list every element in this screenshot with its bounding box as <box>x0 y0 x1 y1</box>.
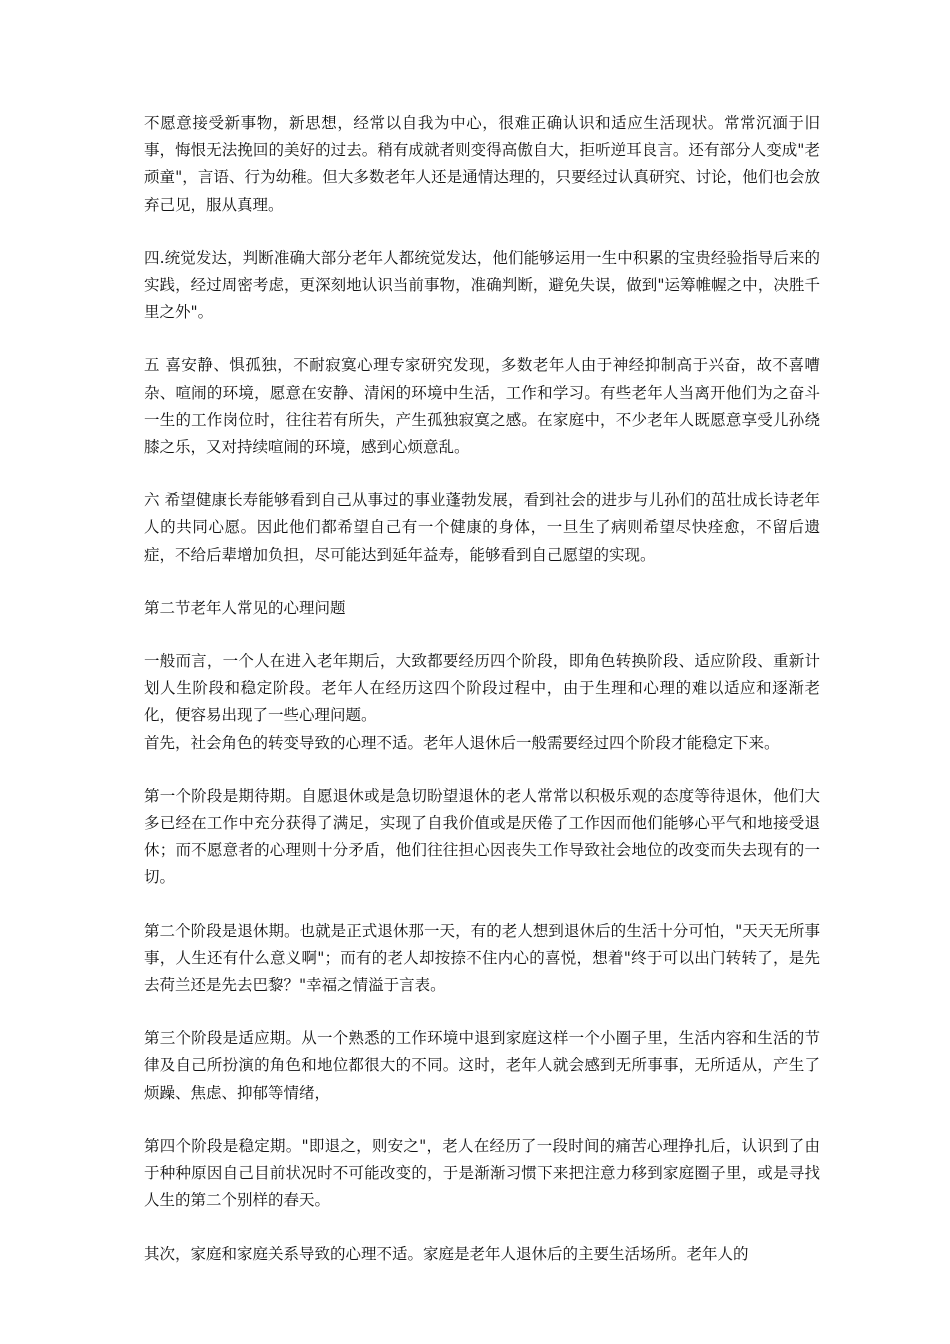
paragraph-stage-three: 第三个阶段是适应期。从一个熟悉的工作环境中退到家庭这样一个小圈子里，生活内容和生活的节律及自己所扮演的角色和地位都很大的不同。这时，老年人就会感到无所事事，无所适从，产生了烦躁、焦虑、抑郁等情绪， <box>144 1029 820 1102</box>
paragraph-four-stages-intro: 一般而言，一个人在进入老年期后，大致都要经历四个阶段，即角色转换阶段、适应阶段、重新计划人生阶段和稳定阶段。老年人在经历这四个阶段过程中，由于生理和心理的难以适应和逐渐老化，便容易出现了一些心理问题。 <box>144 652 820 725</box>
paragraph-family: 其次，家庭和家庭关系导致的心理不适。家庭是老年人退休后的主要生活场所。老年人的 <box>144 1244 749 1263</box>
paragraph-stage-two: 第二个阶段是退休期。也就是正式退休那一天，有的老人想到退休后的生活十分可怕，"天天无所事事，人生还有什么意义啊"；而有的老人却按捺不住内心的喜悦，想着"终于可以出门转转了，是先去荷兰还是先去巴黎？"幸福之情溢于言表。 <box>144 921 820 995</box>
paragraph-stage-four: 第四个阶段是稳定期。"即退之，则安之"，老人在经历了一段时间的痛苦心理挣扎后，认识到了由于种种原因自己目前状况时不可能改变的，于是渐渐习惯下来把注意力移到家庭圈子里，或是寻找人生的第二个别样的春天。 <box>144 1136 820 1210</box>
section-heading: 第二节老年人常见的心理问题 <box>144 598 346 617</box>
paragraph-personality-changes: 不愿意接受新事物，新思想，经常以自我为中心，很难正确认识和适应生活现状。常常沉湎于旧事，悔恨无法挽回的美好的过去。稍有成就者则变得高傲自大，拒听逆耳良言。还有部分人变成"老顽童"，言语、行为幼稚。但大多数老年人还是通情达理的，只要经过认真研究、讨论，他们也会放弃己见，服从真理。 <box>144 114 820 214</box>
document-page <box>144 110 820 1294</box>
paragraph-stage-one: 第一个阶段是期待期。自愿退休或是急切盼望退休的老人常常以积极乐观的态度等待退休，他们大多已经在工作中充分获得了满足，实现了自我价值或是厌倦了工作因而他们能够心平气和地接受退休；而不愿意者的心理则十分矛盾，他们往往担心因丧失工作导致社会地位的改变而失去现有的一切。 <box>144 786 820 887</box>
paragraph-perception: 四.统觉发达，判断准确大部分老年人都统觉发达，他们能够运用一生中积累的宝贵经验指导后来的实践，经过周密考虑，更深刻地认识当前事物，准确判断，避免失误，做到"运筹帷幄之中，决胜千里之外"。 <box>144 248 820 322</box>
paragraph-quietness: 五 喜安静、惧孤独，不耐寂寞心理专家研究发现，多数老年人由于神经抑制高于兴奋，故不喜嘈杂、喧闹的环境，愿意在安静、清闲的环境中生活，工作和学习。有些老年人当离开他们为之奋斗一生的工作岗位时，往往若有所失，产生孤独寂寞之感。在家庭中，不少老年人既愿意享受儿孙绕膝之乐，又对持续喧闹的环境，感到心烦意乱。 <box>144 356 820 457</box>
paragraph-role-change: 首先，社会角色的转变导致的心理不适。老年人退休后一般需要经过四个阶段才能稳定下来。 <box>144 733 780 752</box>
paragraph-health-longevity: 六 希望健康长寿能够看到自己从事过的事业蓬勃发展，看到社会的进步与儿孙们的茁壮成长诗老年人的共同心愿。因此他们都希望自己有一个健康的身体，一旦生了病则希望尽快痊愈，不留后遗症，不给后辈增加负担，尽可能达到延年益寿，能够看到自己愿望的实现。 <box>144 491 820 564</box>
